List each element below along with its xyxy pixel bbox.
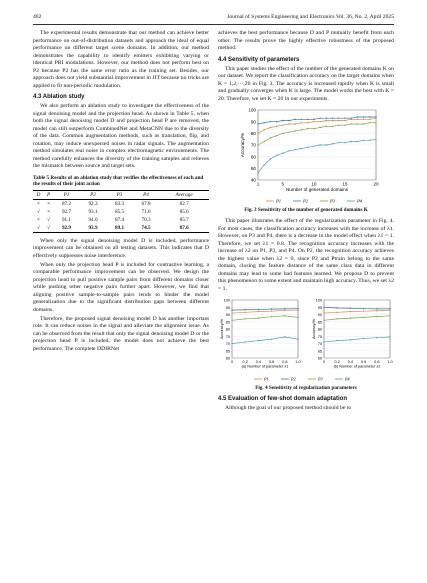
section-heading-4-5: 4.5 Evaluation of few-shot domain adaptation (218, 396, 348, 402)
table-cell: × (47, 200, 51, 207)
data-point (332, 143, 333, 144)
data-point (231, 312, 232, 313)
data-point (257, 123, 258, 124)
data-point (270, 158, 271, 159)
data-point (319, 127, 320, 128)
y-tick-label: 90 (317, 313, 322, 318)
y-tick-label: 85 (317, 320, 322, 325)
data-point (276, 155, 277, 156)
data-point (231, 343, 232, 344)
series-line-p3 (232, 316, 298, 320)
series-line-p1 (324, 310, 390, 313)
data-point (376, 310, 377, 311)
data-point (271, 316, 272, 317)
y-tick-label: 60 (250, 154, 256, 160)
data-point (258, 311, 259, 312)
data-point (282, 124, 283, 125)
x-tick-label: 20 (373, 181, 379, 187)
page-number: 402 (33, 14, 42, 20)
data-point (344, 124, 345, 125)
y-tick-label: 75 (317, 334, 322, 339)
data-point (282, 152, 283, 153)
data-point (363, 308, 364, 309)
data-point (376, 308, 377, 309)
figure-4-chart (218, 296, 394, 384)
table-cell: 93.1 (88, 208, 98, 215)
table-header-row (33, 190, 209, 199)
data-point (344, 142, 345, 143)
data-point (363, 317, 364, 318)
legend-label-p4: P4 (357, 198, 363, 204)
table-cell: 85.5 (114, 208, 125, 215)
data-point (337, 318, 338, 319)
data-point (282, 133, 283, 134)
figure-4-caption: Fig. 4 Sensitivity of regularization parameters (255, 385, 357, 391)
table-cell: 92.3 (88, 200, 98, 207)
table-caption: Table 5 Results of an ablation study that verifies the effectiveness of each and the results of their joint action (33, 174, 204, 188)
table-cell: 92.7 (61, 208, 72, 215)
data-point (297, 338, 298, 339)
table-header-cell: P1 (63, 191, 70, 198)
table-cell: 87.6 (179, 224, 189, 231)
data-point (389, 310, 390, 311)
data-point (363, 310, 364, 311)
data-point (357, 119, 358, 120)
data-point (258, 317, 259, 318)
data-point (326, 120, 327, 121)
data-point (375, 138, 376, 139)
series-line-p3 (324, 316, 390, 320)
data-point (245, 341, 246, 342)
data-point (337, 340, 338, 341)
data-point (307, 119, 308, 120)
data-point (332, 117, 333, 118)
data-point (319, 117, 320, 118)
series-line-p4 (324, 337, 390, 342)
data-point (301, 148, 302, 149)
table-header-cell: Average (175, 191, 193, 198)
x-tick-label: 1.0 (387, 359, 393, 364)
data-point (332, 126, 333, 127)
data-point (264, 122, 265, 123)
y-tick-label: 60 (317, 356, 322, 361)
table-cell: 85.6 (179, 208, 189, 215)
x-tick-label: 0.8 (374, 359, 380, 364)
table-cell: 70.3 (141, 216, 151, 223)
paragraph: Although the goal of our proposed method should be to (225, 405, 352, 411)
running-header (33, 14, 394, 25)
data-point (295, 149, 296, 150)
x-tick-label: 0.2 (334, 359, 340, 364)
data-point (350, 123, 351, 124)
data-point (258, 340, 259, 341)
data-point (276, 121, 277, 122)
data-point (284, 308, 285, 309)
data-point (319, 121, 320, 122)
data-point (295, 130, 296, 131)
data-point (257, 172, 258, 173)
data-point (344, 117, 345, 118)
data-point (271, 308, 272, 309)
table-cell: 94.0 (88, 216, 98, 223)
table-header-cell: P4 (143, 191, 149, 198)
y-tick-label: 100 (248, 107, 256, 113)
data-point (337, 312, 338, 313)
data-point (323, 341, 324, 342)
table-row (33, 224, 209, 233)
table-cell: × (47, 208, 51, 215)
paragraph: This paper illustrates the effect of the regularization parameter in Fig. 4. For most cases, the classification accuracy increases with the increase of λ1. However, on P3 and P4, there is a decrease in the model effect when λ1 = 1. Therefore, we set λ1 = 0.8. The recognition accuracy increases with the increase of λ2 on P1, P3, and P4. On P2, the recognition accuracy achieves the highest value when λ2 = 0, since P2 and Ptrain belong to the same domain, closing the feature distance of the same class data in different domains may lead to some bad features learned. We propose D to prevent this phenomenon to some extent and maintain high accuracy. Thus, we set λ2 = 1. (218, 218, 394, 292)
data-point (282, 120, 283, 121)
table-header-cell: P2 (90, 191, 96, 198)
data-point (288, 150, 289, 151)
legend-label-p1: P1 (276, 198, 282, 204)
data-point (389, 308, 390, 309)
data-point (231, 309, 232, 310)
y-axis-label: Accuracy/% (312, 318, 316, 340)
data-point (389, 336, 390, 337)
data-point (295, 123, 296, 124)
series-line-p4 (232, 337, 298, 344)
data-point (270, 121, 271, 122)
y-tick-label: 90 (225, 313, 230, 318)
data-point (307, 147, 308, 148)
data-point (245, 318, 246, 319)
x-tick-label: 0.8 (282, 359, 288, 364)
data-point (350, 317, 351, 318)
table-cell: × (37, 200, 40, 207)
data-point (332, 120, 333, 121)
data-point (369, 140, 370, 141)
y-tick-label: 70 (225, 342, 230, 347)
legend-label-p1: P1 (264, 376, 269, 382)
data-point (313, 119, 314, 120)
y-tick-label: 100 (223, 298, 230, 303)
right-column (218, 30, 394, 414)
x-tick-label: 1.0 (295, 359, 301, 364)
data-point (323, 320, 324, 321)
table-cell: 71.0 (141, 208, 151, 215)
figure-3-chart (218, 106, 394, 206)
table-cell: 87.4 (114, 216, 125, 223)
data-point (297, 309, 298, 310)
y-tick-label: 80 (317, 327, 322, 332)
x-tick-label: 15 (342, 181, 348, 187)
data-point (270, 137, 271, 138)
data-point (369, 116, 370, 117)
data-point (301, 119, 302, 120)
data-point (326, 144, 327, 145)
table-row (33, 199, 209, 208)
y-tick-label: 80 (225, 327, 230, 332)
y-tick-label: 80 (250, 130, 256, 136)
subfigure-caption: (b) Number of parameter λ2 (333, 364, 381, 369)
x-tick-label: 1 (256, 181, 260, 187)
x-tick-label: 0 (230, 359, 234, 364)
data-point (297, 308, 298, 309)
y-tick-label: 70 (250, 142, 256, 148)
data-point (375, 116, 376, 117)
data-point (231, 320, 232, 321)
figure-3 (218, 106, 394, 206)
data-point (350, 339, 351, 340)
table-cell: √ (47, 216, 51, 223)
table-cell: √ (37, 208, 40, 215)
table-row (33, 216, 209, 224)
table-cell: 89.1 (114, 224, 125, 231)
series-line-p1 (258, 118, 376, 133)
data-point (323, 307, 324, 308)
data-point (363, 116, 364, 117)
y-axis-label: Accuracy/% (240, 132, 245, 158)
data-point (284, 310, 285, 311)
data-point (313, 128, 314, 129)
table-row (33, 208, 209, 216)
x-tick-label: 0.6 (268, 359, 275, 364)
journal-title: Journal of Systems Engineering and Electronics Vol. 36, No. 2, April 2025 (227, 14, 394, 20)
series-line-p1 (232, 310, 298, 313)
data-point (257, 133, 258, 134)
data-point (297, 317, 298, 318)
data-point (264, 129, 265, 130)
legend-label-p2: P2 (291, 376, 296, 382)
paragraph: When only the projection head P is included for contrastive learning, a comparable performance improvement can be observed. We design the projection head to pull positive sample pairs from different domains closer while pushing other negative pairs further apart. However, we find that aligning positive sample-to-sample pairs tends to hinder the model generalization due to the significant distribution gaps between different domains. (33, 261, 209, 313)
y-tick-label: 50 (250, 165, 256, 171)
data-point (245, 312, 246, 313)
table-header-cell: P3 (116, 191, 123, 198)
data-point (264, 141, 265, 142)
x-axis-label: Number of generated domains (285, 187, 349, 193)
y-tick-label: 75 (225, 334, 230, 339)
data-point (363, 123, 364, 124)
x-tick-label: 0.2 (242, 359, 248, 364)
data-point (375, 122, 376, 123)
data-point (288, 131, 289, 132)
data-point (301, 122, 302, 123)
data-point (350, 308, 351, 309)
figure-4 (218, 296, 394, 384)
data-point (264, 164, 265, 165)
data-point (288, 120, 289, 121)
legend-label-p3: P3 (318, 376, 323, 382)
x-tick-label: 0.4 (255, 359, 262, 364)
data-point (369, 119, 370, 120)
paragraph: The experimental results demonstrate that our method can achieve better performance on out-of-distribution datasets and approach the ideal of equal performance on different target scene domains. In addition, our method demonstrates the capability to identify emitters exhibiting varying or identical PRI modulations. However, our method does not perform best on P2 because P2 has the same error ratio as the training set. Besides, our approach does not yield substantial improvement in JIT because no tricks are applied to fit non-periodic modulation. (33, 30, 209, 89)
data-point (258, 309, 259, 310)
table-cell: 67.8 (141, 200, 151, 207)
y-tick-label: 95 (317, 305, 322, 310)
table-header-cell: D (36, 191, 41, 198)
table-cell: √ (37, 224, 40, 231)
y-tick-label: 65 (317, 349, 322, 354)
section-heading-4-4: 4.4 Sensitivity of parameters (218, 56, 300, 63)
table-cell: √ (47, 224, 51, 231)
paragraph: We also perform an ablation study to investigate the effectiveness of the signal denoising model and the projection head. As shown in Table 5, when both the signal denoising model D and projection head P are removed, the model can still outperform CombinedNet and MetaCNN due to the diversity of the data. Common augmentation methods, such as translation, flip, and rotation, may induce unexpected noises in radar signals. The augmentation method simulates real noise in complex electromagnetic environments. The method carefully enhances the diversity of the training samples and relieves the mismatch between source and target sets. (33, 103, 209, 169)
data-point (326, 117, 327, 118)
data-point (376, 316, 377, 317)
data-point (357, 123, 358, 124)
y-axis-label: Accuracy/% (220, 318, 224, 340)
data-point (357, 141, 358, 142)
legend-label-p4: P4 (345, 376, 350, 382)
legend-label-p2: P2 (303, 198, 309, 204)
data-point (344, 120, 345, 121)
data-point (271, 338, 272, 339)
table-cell: 74.5 (141, 224, 151, 231)
paragraph: achieves the best performance because D and P mutually benefit from each other. The results prove the highly effective robustness of the proposed method. (218, 30, 394, 51)
table-cell: 83.3 (114, 200, 125, 207)
series-line-p2 (258, 117, 376, 124)
series-line-p4 (258, 139, 376, 173)
data-point (369, 122, 370, 123)
y-tick-label: 40 (250, 177, 256, 183)
figure-3-caption: Fig. 3 Sensitivity of the number of generated domains K (244, 207, 368, 213)
ablation-table (33, 190, 209, 233)
data-point (338, 120, 339, 121)
data-point (276, 135, 277, 136)
data-point (350, 141, 351, 142)
data-point (319, 144, 320, 145)
data-point (284, 336, 285, 337)
data-point (357, 116, 358, 117)
table-body (33, 199, 209, 232)
data-point (307, 128, 308, 129)
data-point (270, 127, 271, 128)
data-point (276, 126, 277, 127)
y-tick-label: 100 (315, 298, 322, 303)
data-point (376, 337, 377, 338)
table-cell: 87.2 (61, 200, 72, 207)
y-tick-label: 70 (317, 342, 322, 347)
data-point (350, 117, 351, 118)
data-point (307, 122, 308, 123)
y-tick-label: 60 (225, 356, 230, 361)
data-point (313, 121, 314, 122)
table-cell: 85.7 (179, 216, 189, 223)
data-point (271, 310, 272, 311)
table-cell: 93.9 (88, 224, 98, 231)
y-tick-label: 65 (225, 349, 230, 354)
table-cell: 82.7 (179, 200, 189, 207)
x-tick-label: 10 (311, 181, 317, 187)
data-point (295, 119, 296, 120)
data-point (245, 309, 246, 310)
y-tick-label: 95 (225, 305, 230, 310)
data-point (257, 144, 258, 145)
table-cell: 91.1 (61, 216, 72, 223)
data-point (288, 123, 289, 124)
data-point (337, 307, 338, 308)
data-point (326, 126, 327, 127)
paragraph: This paper studies the effect of the number of the generated domains K on our dataset. We report the classification accuracy on the target domains when K = 1,2,···,20 in Fig. 3. The accuracy is increased rapidly when K is small and gradually converges when K is large. The model works the best with K = 20. Therefore, we set K = 20 in our experiments. (218, 65, 394, 102)
data-point (350, 311, 351, 312)
y-tick-label: 85 (225, 320, 230, 325)
table-header-cell: P (47, 191, 51, 198)
table-cell: 92.9 (61, 224, 72, 231)
data-point (363, 140, 364, 141)
left-column (33, 30, 209, 355)
data-point (363, 338, 364, 339)
y-tick-label: 90 (250, 119, 256, 125)
x-tick-label: 0.6 (360, 359, 367, 364)
x-tick-label: 0 (322, 359, 326, 364)
x-tick-label: 0.4 (347, 359, 354, 364)
data-point (323, 312, 324, 313)
data-point (389, 315, 390, 316)
data-point (338, 142, 339, 143)
subfigure-caption: (a) Number of parameter λ1 (241, 364, 289, 369)
paragraph: Therefore, the proposed signal denoising model D has another important role. It can reduce noises in the signal and alleviate the alignment issue. As can be observed from the result that only the signal denoising model D or the projection head P is included, the model does not achieve the best performance. The complete DDIRNet (33, 315, 209, 352)
data-point (338, 117, 339, 118)
x-tick-label: 5 (281, 181, 285, 187)
series-line-p2 (324, 307, 390, 309)
section-heading-4-3: 4.3 Ablation study (33, 94, 85, 100)
data-point (363, 119, 364, 120)
table-cell: × (37, 216, 40, 223)
data-point (313, 145, 314, 146)
data-point (284, 315, 285, 316)
data-point (338, 124, 339, 125)
paragraph: When only the signal denoising model D is included, performance improvement can be obtained on all testing datasets. This indicates that D effectively suppresses noise interference. (33, 237, 209, 259)
legend-label-p3: P3 (330, 198, 336, 204)
data-point (301, 129, 302, 130)
